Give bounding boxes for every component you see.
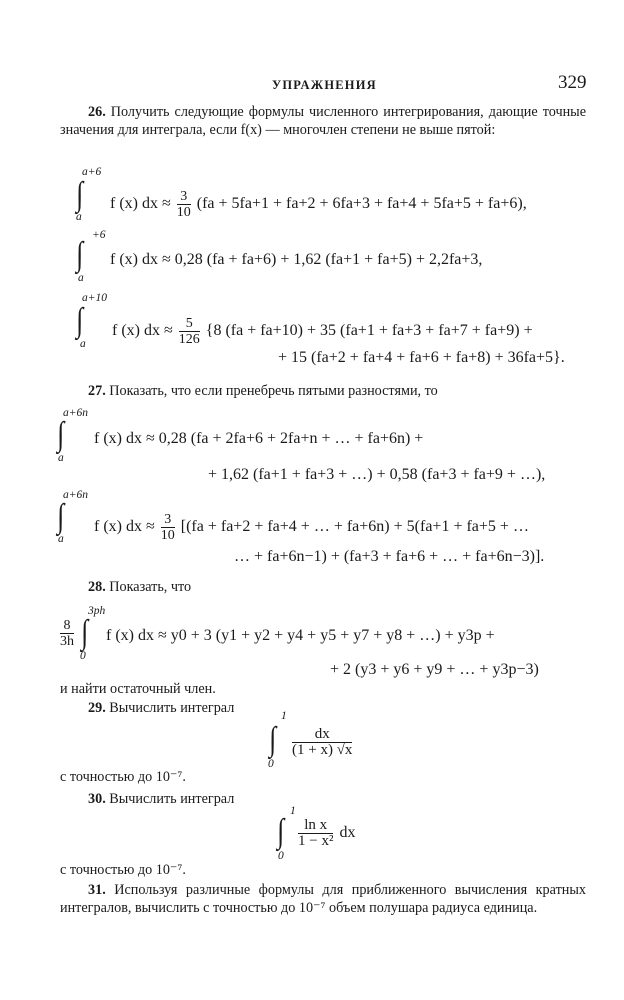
- page-number: 329: [558, 72, 587, 93]
- fraction: [179, 316, 200, 347]
- exercise-30-after: с точностью до 10⁻⁷.: [60, 862, 186, 878]
- formula-28: f (x) dx ≈ y0 + 3 (y1 + y2 + y4 + y5 + y7 + y8 + …) + y3p +: [106, 627, 495, 644]
- integrand-29: [290, 727, 354, 758]
- exercise-number: 30.: [88, 791, 106, 807]
- integral-lower-limit: 0: [268, 758, 274, 770]
- integral-lower-limit: a: [78, 272, 84, 284]
- fraction-numerator: 3: [164, 512, 172, 527]
- integral-upper-limit: a+6n: [63, 407, 89, 419]
- exercise-28-text: [60, 578, 586, 596]
- exercise-statement: Вычислить интеграл: [109, 791, 235, 807]
- integral-sign: ∫: [277, 813, 285, 850]
- fraction: [298, 818, 333, 849]
- fraction: [161, 512, 175, 543]
- exercise-31-text: [60, 881, 586, 917]
- fraction-numerator: dx: [314, 726, 330, 742]
- formula-rhs: {8 (fa + fa+10) + 35 (fa+1 + fa+3 + fa+7 + fa+9) +: [205, 322, 533, 340]
- integral-upper-limit: +6: [92, 229, 106, 241]
- formula-27-1-continuation: + 1,62 (fa+1 + fa+3 + …) + 0,58 (fa+3 + fa+9 + …),: [208, 466, 546, 483]
- integral-lower-limit: a: [80, 338, 86, 350]
- integral-upper-limit: a+10: [82, 292, 108, 304]
- formula-lhs: f (x) dx ≈: [94, 518, 155, 536]
- fraction-numerator: 5: [185, 316, 193, 331]
- coefficient: [58, 618, 76, 649]
- integral-sign: ∫: [57, 416, 65, 453]
- exercise-statement: Используя различные формулы для приближенного вычисления кратных интегралов, вычислить с точностью до 10⁻⁷ объем полушара радиуса единица.: [60, 882, 587, 916]
- integral-lower-limit: a: [58, 452, 64, 464]
- formula-rhs: [(fa + fa+2 + fa+4 + … + fa+6n) + 5(fa+1 + fa+5 + …: [180, 518, 529, 536]
- integral-sign: ∫: [81, 614, 89, 651]
- exercise-29-after: с точностью до 10⁻⁷.: [60, 769, 186, 785]
- integral-upper-limit: a+6n: [63, 489, 89, 501]
- exercise-number: 28.: [88, 579, 106, 595]
- integral-lower-limit: a: [58, 533, 64, 545]
- integral-sign: ∫: [76, 236, 84, 273]
- fraction-denominator: (1 + x) √x: [292, 742, 353, 758]
- exercise-28-after: и найти остаточный член.: [60, 681, 216, 697]
- exercise-number: 27.: [88, 383, 106, 399]
- fraction: [177, 189, 191, 220]
- fraction-numerator: ln x: [304, 817, 328, 833]
- formula-27-2-continuation: … + fa+6n−1) + (fa+3 + fa+6 + … + fa+6n−3)].: [234, 548, 545, 565]
- formula-rhs: (fa + 5fa+1 + fa+2 + 6fa+3 + fa+4 + 5fa+5 + fa+6),: [196, 195, 527, 213]
- fraction-denominator: 10: [176, 205, 191, 220]
- formula-lhs: f (x) dx ≈: [112, 322, 173, 340]
- integral-lower-limit: 0: [80, 650, 86, 662]
- exercise-number: 29.: [88, 700, 106, 716]
- fraction-denominator: 10: [160, 528, 175, 543]
- formula-27-2: [94, 512, 529, 543]
- exercise-26-text: [60, 103, 586, 139]
- formula-28-continuation: + 2 (y3 + y6 + y9 + … + y3p−3): [330, 661, 539, 678]
- integral-lower-limit: 0: [278, 850, 284, 862]
- exercise-statement: Показать, что: [109, 579, 192, 595]
- integral-upper-limit: 1: [281, 710, 287, 722]
- exercise-30-text: [60, 790, 586, 808]
- fraction-numerator: 3: [180, 189, 188, 204]
- fraction-numerator: 8: [63, 618, 71, 633]
- integral-upper-limit: 3ph: [88, 605, 106, 617]
- fraction-denominator: 126: [178, 332, 200, 347]
- integral-upper-limit: 1: [290, 805, 296, 817]
- exercise-27-text: [60, 382, 586, 400]
- integral-sign: ∫: [269, 721, 277, 758]
- formula-26-3-continuation: + 15 (fa+2 + fa+4 + fa+6 + fa+8) + 36fa+5}.: [278, 349, 565, 366]
- integrand-30: [296, 818, 355, 849]
- exercise-number: 26.: [88, 104, 106, 120]
- fraction-denominator: 1 − x²: [298, 833, 334, 849]
- integral-sign: ∫: [57, 498, 65, 535]
- formula-26-1: [110, 189, 527, 220]
- differential: dx: [339, 824, 356, 842]
- formula-26-2: f (x) dx ≈ 0,28 (fa + fa+6) + 1,62 (fa+1 + fa+5) + 2,2fa+3,: [110, 251, 483, 268]
- exercise-number: 31.: [88, 882, 106, 898]
- integral-upper-limit: a+6: [82, 166, 102, 178]
- fraction: [60, 618, 74, 649]
- running-header: УПРАЖНЕНИЯ: [272, 78, 377, 92]
- integral-sign: ∫: [76, 302, 84, 339]
- formula-26-3: [112, 316, 533, 347]
- formula-27-1: f (x) dx ≈ 0,28 (fa + 2fa+6 + 2fa+n + … + fa+6n) +: [94, 430, 424, 447]
- exercise-statement: Показать, что если пренебречь пятыми разностями, то: [109, 383, 438, 399]
- exercise-statement: Получить следующие формулы численного интегрирования, дающие точные значения для интеграла, если f(x) — многочлен степени не выше пятой:: [60, 104, 586, 138]
- integral-lower-limit: a: [76, 211, 82, 223]
- fraction-denominator: 3h: [60, 634, 74, 649]
- exercise-29-text: [60, 699, 586, 717]
- integral-sign: ∫: [76, 176, 84, 213]
- fraction: [292, 727, 352, 758]
- formula-lhs: f (x) dx ≈: [110, 195, 171, 213]
- exercise-statement: Вычислить интеграл: [109, 700, 235, 716]
